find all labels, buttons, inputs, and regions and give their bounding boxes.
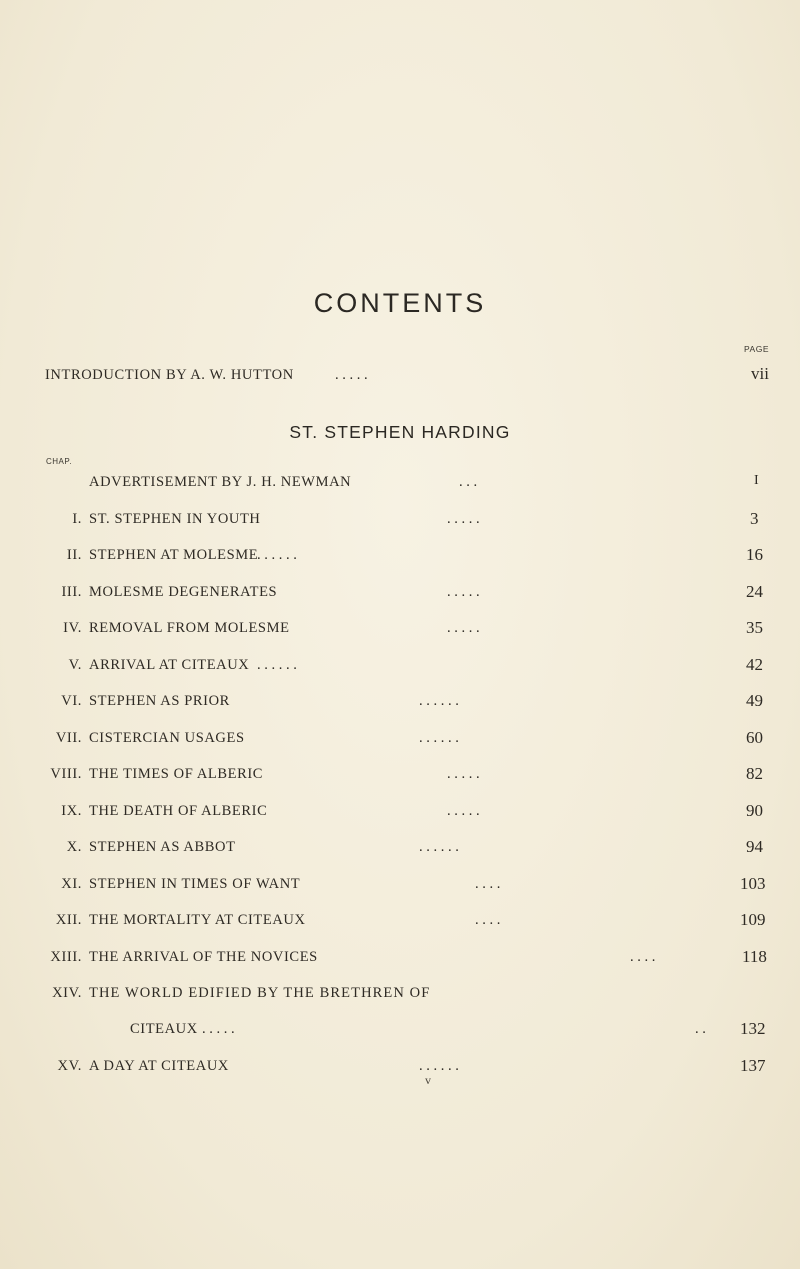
toc-entry-chapter <box>0 803 800 823</box>
entry-label: MOLESME DEGENERATES <box>89 584 278 600</box>
toc-entry-chapter <box>0 766 800 786</box>
leader-dots: . . . . . <box>335 367 368 383</box>
chapter-number: II. <box>66 547 82 563</box>
entry-page-number: 103 <box>740 874 766 893</box>
entry-label: STEPHEN AS PRIOR <box>89 693 230 709</box>
chapter-number: I. <box>72 511 82 527</box>
toc-entry-chapter <box>0 730 800 750</box>
toc-entry-chapter <box>0 657 800 677</box>
chapter-number: XV. <box>57 1058 82 1074</box>
toc-entry-chapter <box>0 1058 800 1078</box>
entry-label: STEPHEN AT MOLESME <box>89 547 259 563</box>
leader-dots: . . . . <box>475 912 501 928</box>
entry-page-number: 94 <box>746 837 763 856</box>
entry-page-number: 118 <box>742 947 767 966</box>
leader-dots: . . . . <box>630 949 656 965</box>
entry-page-number: 109 <box>740 910 766 929</box>
chapter-number: IX. <box>61 803 82 819</box>
entry-page-number: vii <box>751 364 769 383</box>
leader-dots: . . . . . . <box>419 839 459 855</box>
toc-entry-chapter <box>0 547 800 567</box>
toc-entry-chapter <box>0 949 800 969</box>
entry-label: THE TIMES OF ALBERIC <box>89 766 264 782</box>
leader-dots: . . . . . . <box>419 1058 459 1074</box>
entry-page-number: 90 <box>746 801 763 820</box>
leader-dots: . . . . . . <box>419 730 459 746</box>
leader-dots: . . <box>695 1021 706 1037</box>
entry-page-number: 16 <box>746 545 763 564</box>
entry-label: STEPHEN IN TIMES OF WANT <box>89 876 301 892</box>
leader-dots: . . . . <box>475 876 501 892</box>
page-folio: v <box>425 1073 431 1087</box>
leader-dots: . . . . . <box>447 584 480 600</box>
toc-entry-chapter <box>0 985 800 1005</box>
entry-page-number: 35 <box>746 618 763 637</box>
entry-page-number: I <box>754 473 759 488</box>
entry-label: ADVERTISEMENT BY J. H. NEWMAN <box>89 474 352 490</box>
entry-label: STEPHEN AS ABBOT <box>89 839 236 855</box>
page-title: CONTENTS <box>313 288 487 318</box>
toc-entry-chapter <box>0 511 800 531</box>
entry-label: THE MORTALITY AT CITEAUX <box>89 912 306 928</box>
page-column-heading: PAGE <box>744 344 769 354</box>
entry-page-number: 132 <box>740 1019 766 1038</box>
chapter-column-heading: CHAP. <box>46 457 72 466</box>
chapter-number: IV. <box>63 620 82 636</box>
entry-label: REMOVAL FROM MOLESME <box>89 620 290 636</box>
chapter-number: XIII. <box>50 949 82 965</box>
entry-label: ST. STEPHEN IN YOUTH <box>89 511 261 527</box>
entry-page-number: 42 <box>746 655 763 674</box>
entry-page-number: 60 <box>746 728 763 747</box>
leader-dots: . . . . . . <box>257 657 297 673</box>
entry-label: CISTERCIAN USAGES <box>89 730 245 746</box>
toc-entry-chapter <box>0 584 800 604</box>
chapter-number: V. <box>68 657 82 673</box>
entry-label: THE ARRIVAL OF THE NOVICES <box>89 949 318 965</box>
entry-label: INTRODUCTION BY A. W. HUTTON <box>45 367 294 383</box>
chapter-number: XII. <box>55 912 82 928</box>
entry-label: THE WORLD EDIFIED BY THE BRETHREN OF <box>89 985 431 1001</box>
chapter-number: VIII. <box>50 766 82 782</box>
leader-dots: . . . . . . <box>419 693 459 709</box>
leader-dots: . . . <box>459 474 478 490</box>
chapter-number: VI. <box>61 693 82 709</box>
toc-entry-introduction <box>45 367 765 387</box>
entry-label: THE DEATH OF ALBERIC <box>89 803 268 819</box>
toc-entry-advertisement <box>89 474 769 494</box>
entry-label-continued: CITEAUX <box>130 1021 198 1037</box>
toc-entry-chapter <box>0 693 800 713</box>
chapter-number: XI. <box>61 876 82 892</box>
toc-entry-chapter <box>0 876 800 896</box>
toc-entry-chapter-continued <box>0 1021 800 1041</box>
chapter-number: X. <box>66 839 82 855</box>
entry-page-number: 137 <box>740 1056 766 1075</box>
toc-entry-chapter <box>0 912 800 932</box>
chapter-number: VII. <box>55 730 82 746</box>
leader-dots: . . . . . <box>202 1021 235 1037</box>
entry-page-number: 82 <box>746 764 763 783</box>
leader-dots: . . . . . <box>447 766 480 782</box>
chapter-number: XIV. <box>52 985 82 1001</box>
chapter-number: III. <box>61 584 82 600</box>
entry-page-number: 49 <box>746 691 763 710</box>
leader-dots: . . . . . <box>447 803 480 819</box>
toc-entry-chapter <box>0 839 800 859</box>
section-heading: ST. STEPHEN HARDING <box>289 422 511 442</box>
entry-page-number: 3 <box>750 509 759 528</box>
leader-dots: . . . . . . <box>257 547 297 563</box>
entry-label: A DAY AT CITEAUX <box>89 1058 229 1074</box>
leader-dots: . . . . . <box>447 620 480 636</box>
leader-dots: . . . . . <box>447 511 480 527</box>
entry-label: ARRIVAL AT CITEAUX <box>89 657 250 673</box>
entry-page-number: 24 <box>746 582 763 601</box>
toc-entry-chapter <box>0 620 800 640</box>
